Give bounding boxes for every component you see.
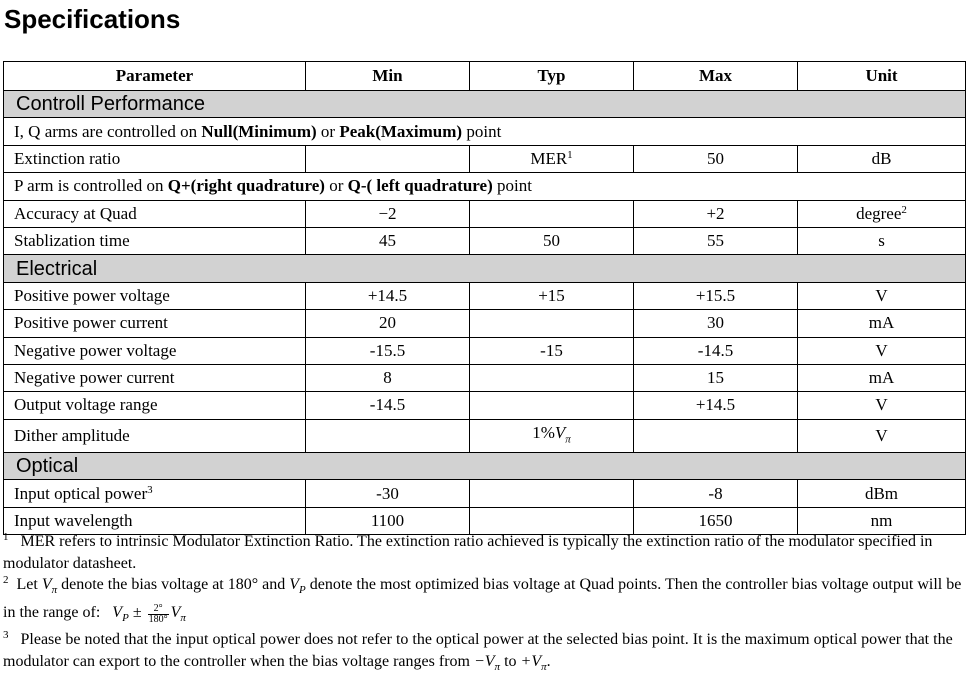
footnote-1: $^1$ MER refers to intrinsic Modulator Extinction Ratio. The extinction ratio achieved is typically the extinction ratio of the modulator specified in modulator datasheet. xyxy=(3,531,933,572)
min-cell: -30 xyxy=(306,480,470,507)
unit-cell: s xyxy=(798,227,966,254)
max-cell xyxy=(634,419,798,452)
footnote-2: $^2$ Let $V_\pi$ denote the bias voltage at 180° and $V_P$ denote the most optimized bias voltage at Quad points. Then the controller bias voltage output will be in the range of: $V_P$ ± $\frac{2^\circ}{180^\circ}$ $V_\pi$ xyxy=(3,574,962,625)
param-cell: Positive power current xyxy=(4,310,306,337)
section-row xyxy=(4,91,966,118)
param-cell: Output voltage range xyxy=(4,392,306,419)
typ-cell xyxy=(470,310,634,337)
fraction: $\frac{2^\circ}{180^\circ}$ xyxy=(148,602,168,625)
unit-cell: V xyxy=(798,419,966,452)
footnote-3: $^3$ Please be noted that the input optical power does not refer to the optical power at the selected bias point. It is the maximum optical power that the modulator can export to the controller when the bias voltage ranges from $-V_\pi$ to $+V_\pi$. xyxy=(3,629,953,674)
specifications-table xyxy=(3,61,966,535)
unit-cell: V xyxy=(798,282,966,309)
header-min: Min xyxy=(306,62,470,91)
unit-cell: V xyxy=(798,337,966,364)
section-row xyxy=(4,255,966,282)
min-cell: −2 xyxy=(306,200,470,227)
table-row xyxy=(4,227,966,254)
unit-cell: V xyxy=(798,392,966,419)
typ-cell xyxy=(470,364,634,391)
typ-cell: -15 xyxy=(470,337,634,364)
max-cell: +15.5 xyxy=(634,282,798,309)
max-cell: +14.5 xyxy=(634,392,798,419)
unit-cell: mA xyxy=(798,310,966,337)
max-cell: -14.5 xyxy=(634,337,798,364)
unit-cell: mA xyxy=(798,364,966,391)
unit-cell: dBm xyxy=(798,480,966,507)
header-unit: Unit xyxy=(798,62,966,91)
header-parameter: Parameter xyxy=(4,62,306,91)
unit-cell: degree$^2$ xyxy=(798,200,966,227)
note-iq-arms: I, Q arms are controlled on Null(Minimum) or Peak(Maximum) point xyxy=(4,118,966,145)
min-cell: 1100 xyxy=(306,507,470,534)
table-row xyxy=(4,419,966,452)
min-cell: -15.5 xyxy=(306,337,470,364)
bias-range-formula: $V_P$ ± $\frac{2^\circ}{180^\circ}$ $V_\pi$ xyxy=(112,602,186,625)
table-row xyxy=(4,200,966,227)
table-row xyxy=(4,310,966,337)
section-electrical: Electrical xyxy=(4,255,966,282)
table-header-row xyxy=(4,62,966,91)
footnotes xyxy=(3,531,968,679)
typ-cell: $1\%V_\pi$ xyxy=(470,419,634,452)
min-cell: +14.5 xyxy=(306,282,470,309)
typ-cell xyxy=(470,480,634,507)
header-max: Max xyxy=(634,62,798,91)
param-cell: Negative power voltage xyxy=(4,337,306,364)
typ-cell xyxy=(470,200,634,227)
note-row xyxy=(4,118,966,145)
min-cell xyxy=(306,419,470,452)
param-cell: Negative power current xyxy=(4,364,306,391)
max-cell: 55 xyxy=(634,227,798,254)
param-cell: Extinction ratio xyxy=(4,145,306,172)
unit-cell: dB xyxy=(798,145,966,172)
page-title: Specifications xyxy=(4,4,181,34)
param-cell: Dither amplitude xyxy=(4,419,306,452)
typ-cell: +15 xyxy=(470,282,634,309)
table-row xyxy=(4,145,966,172)
param-cell: Accuracy at Quad xyxy=(4,200,306,227)
param-cell: Positive power voltage xyxy=(4,282,306,309)
typ-cell: MER$^1$ xyxy=(470,145,634,172)
param-cell: Input wavelength xyxy=(4,507,306,534)
min-cell: -14.5 xyxy=(306,392,470,419)
param-cell: Input optical power$^3$ xyxy=(4,480,306,507)
note-p-arm: P arm is controlled on Q+(right quadrature) or Q-( left quadrature) point xyxy=(4,173,966,200)
max-cell: -8 xyxy=(634,480,798,507)
typ-cell: 50 xyxy=(470,227,634,254)
max-cell: 50 xyxy=(634,145,798,172)
section-control-performance: Controll Performance xyxy=(4,91,966,118)
min-cell xyxy=(306,145,470,172)
note-row xyxy=(4,173,966,200)
section-optical: Optical xyxy=(4,453,966,480)
table-row xyxy=(4,392,966,419)
table-row xyxy=(4,282,966,309)
table-row xyxy=(4,480,966,507)
max-cell: 15 xyxy=(634,364,798,391)
max-cell: 30 xyxy=(634,310,798,337)
min-cell: 45 xyxy=(306,227,470,254)
header-typ: Typ xyxy=(470,62,634,91)
max-cell: 1650 xyxy=(634,507,798,534)
max-cell: +2 xyxy=(634,200,798,227)
min-cell: 20 xyxy=(306,310,470,337)
section-row xyxy=(4,453,966,480)
table-row xyxy=(4,337,966,364)
unit-cell: nm xyxy=(798,507,966,534)
min-cell: 8 xyxy=(306,364,470,391)
table-row xyxy=(4,364,966,391)
param-cell: Stablization time xyxy=(4,227,306,254)
typ-cell xyxy=(470,392,634,419)
